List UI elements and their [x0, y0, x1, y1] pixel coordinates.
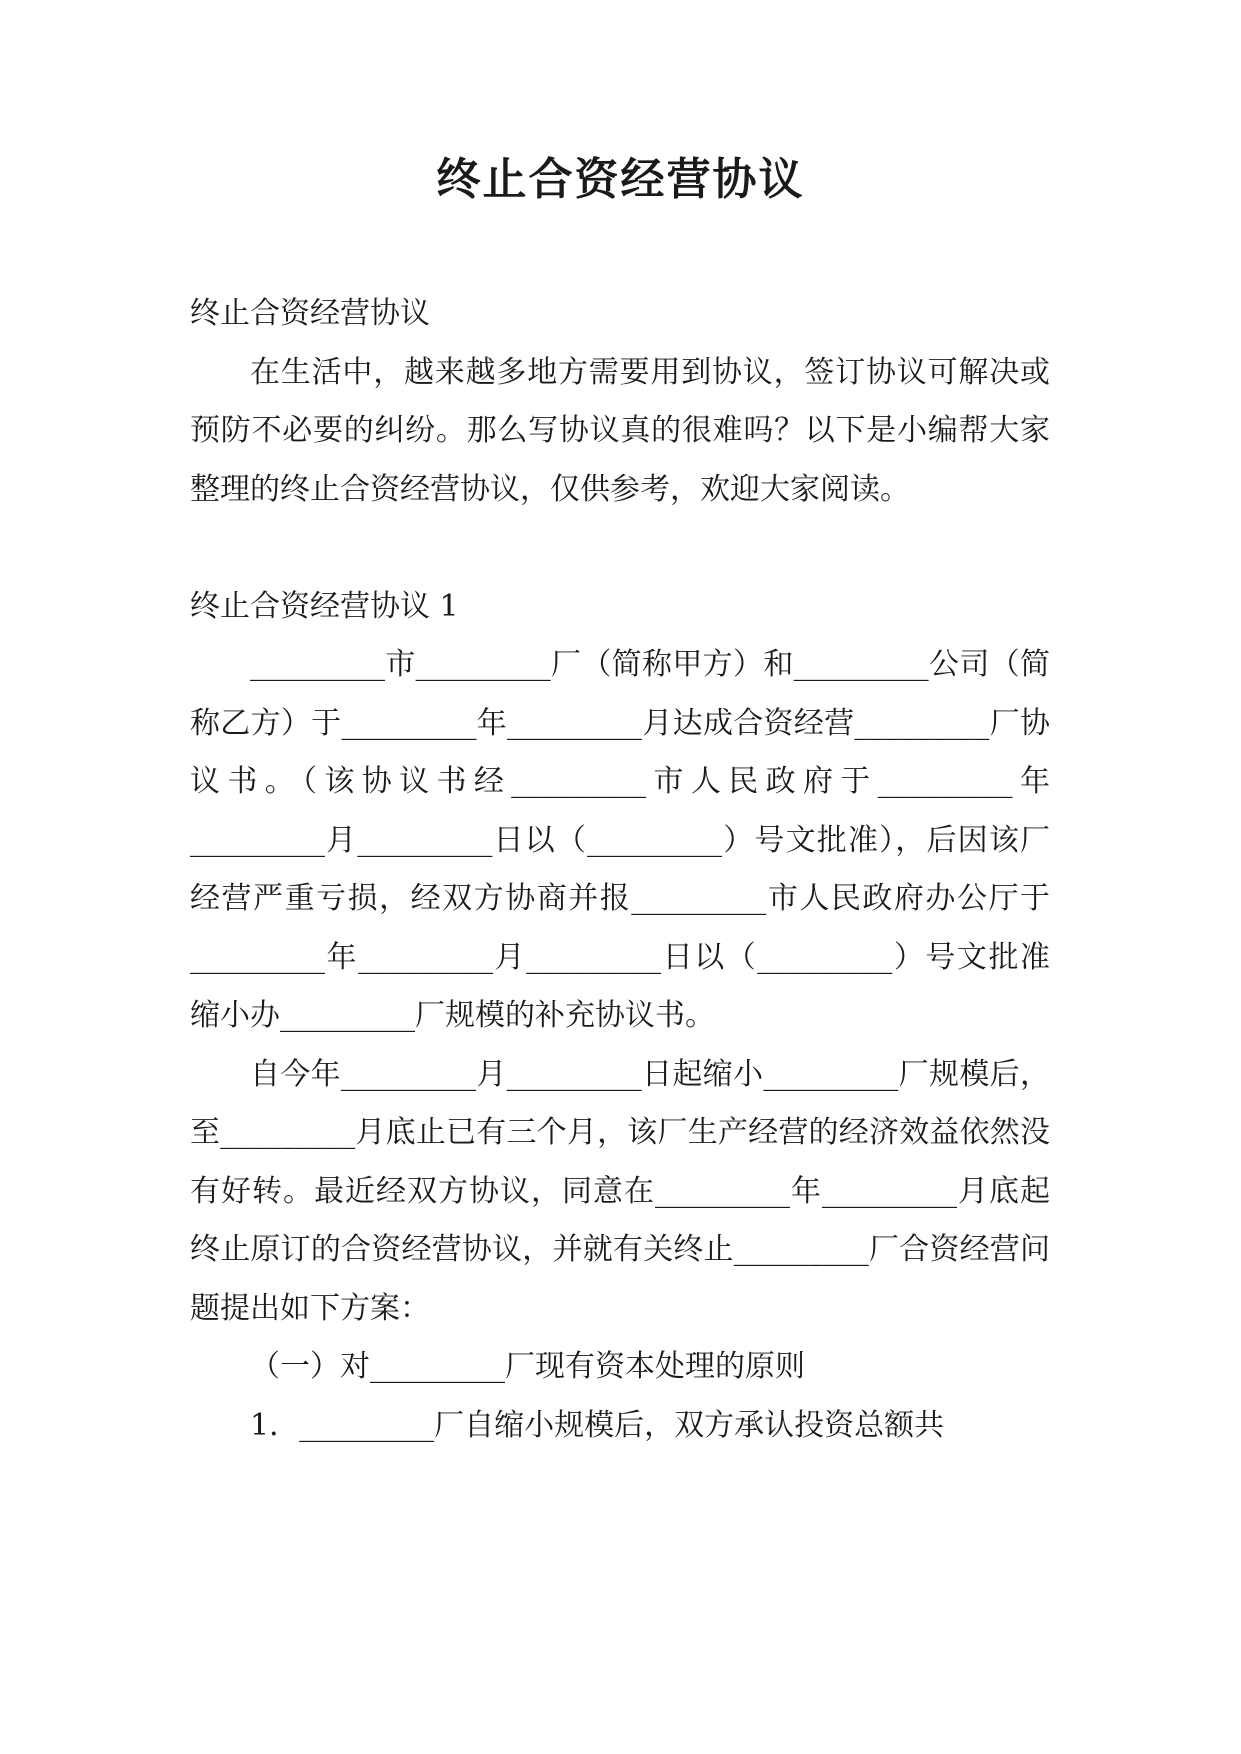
clause-heading: （一）对_________厂现有资本处理的原则 — [250, 1349, 805, 1384]
section-heading: 终止合资经营协议 — [190, 296, 430, 331]
agreement-paragraph-2: 自今年_________月_________日起缩小_________厂规模后，至_________月底止已有三个月，该厂生产经营的经济效益依然没有好转。最近经双方协议，同意在_________年_________月底起终止原订的合资经营协议，并就有关终止_________厂合资经营问题提出如下方案： — [190, 1056, 1050, 1326]
agreement-paragraph-1: _________市_________厂（简称甲方）和_________公司（简称乙方）于_________年_________月达成合资经营_________厂协议书。（该协议书经_________市人民政府于_________年_________月_________日以（_________）号文批准），后因该厂经营严重亏损，经双方协商并报_________市人民政府办公厅于_________年_________月_________日以（_________）号文批准缩小办_________厂规模的补充协议书。 — [190, 647, 1050, 1033]
document-body — [190, 285, 1050, 1455]
intro-paragraph: 在生活中，越来越多地方需要用到协议，签订协议可解决或预防不必要的纠纷。那么写协议真的很难吗？以下是小编帮大家整理的终止合资经营协议，仅供参考，欢迎大家阅读。 — [190, 354, 1050, 507]
agreement-heading: 终止合资经营协议 1 — [190, 588, 459, 624]
document-title: 终止合资经营协议 — [436, 154, 805, 205]
clause-item-1: 1．_________厂自缩小规模后，双方承认投资总额共 — [250, 1407, 945, 1443]
